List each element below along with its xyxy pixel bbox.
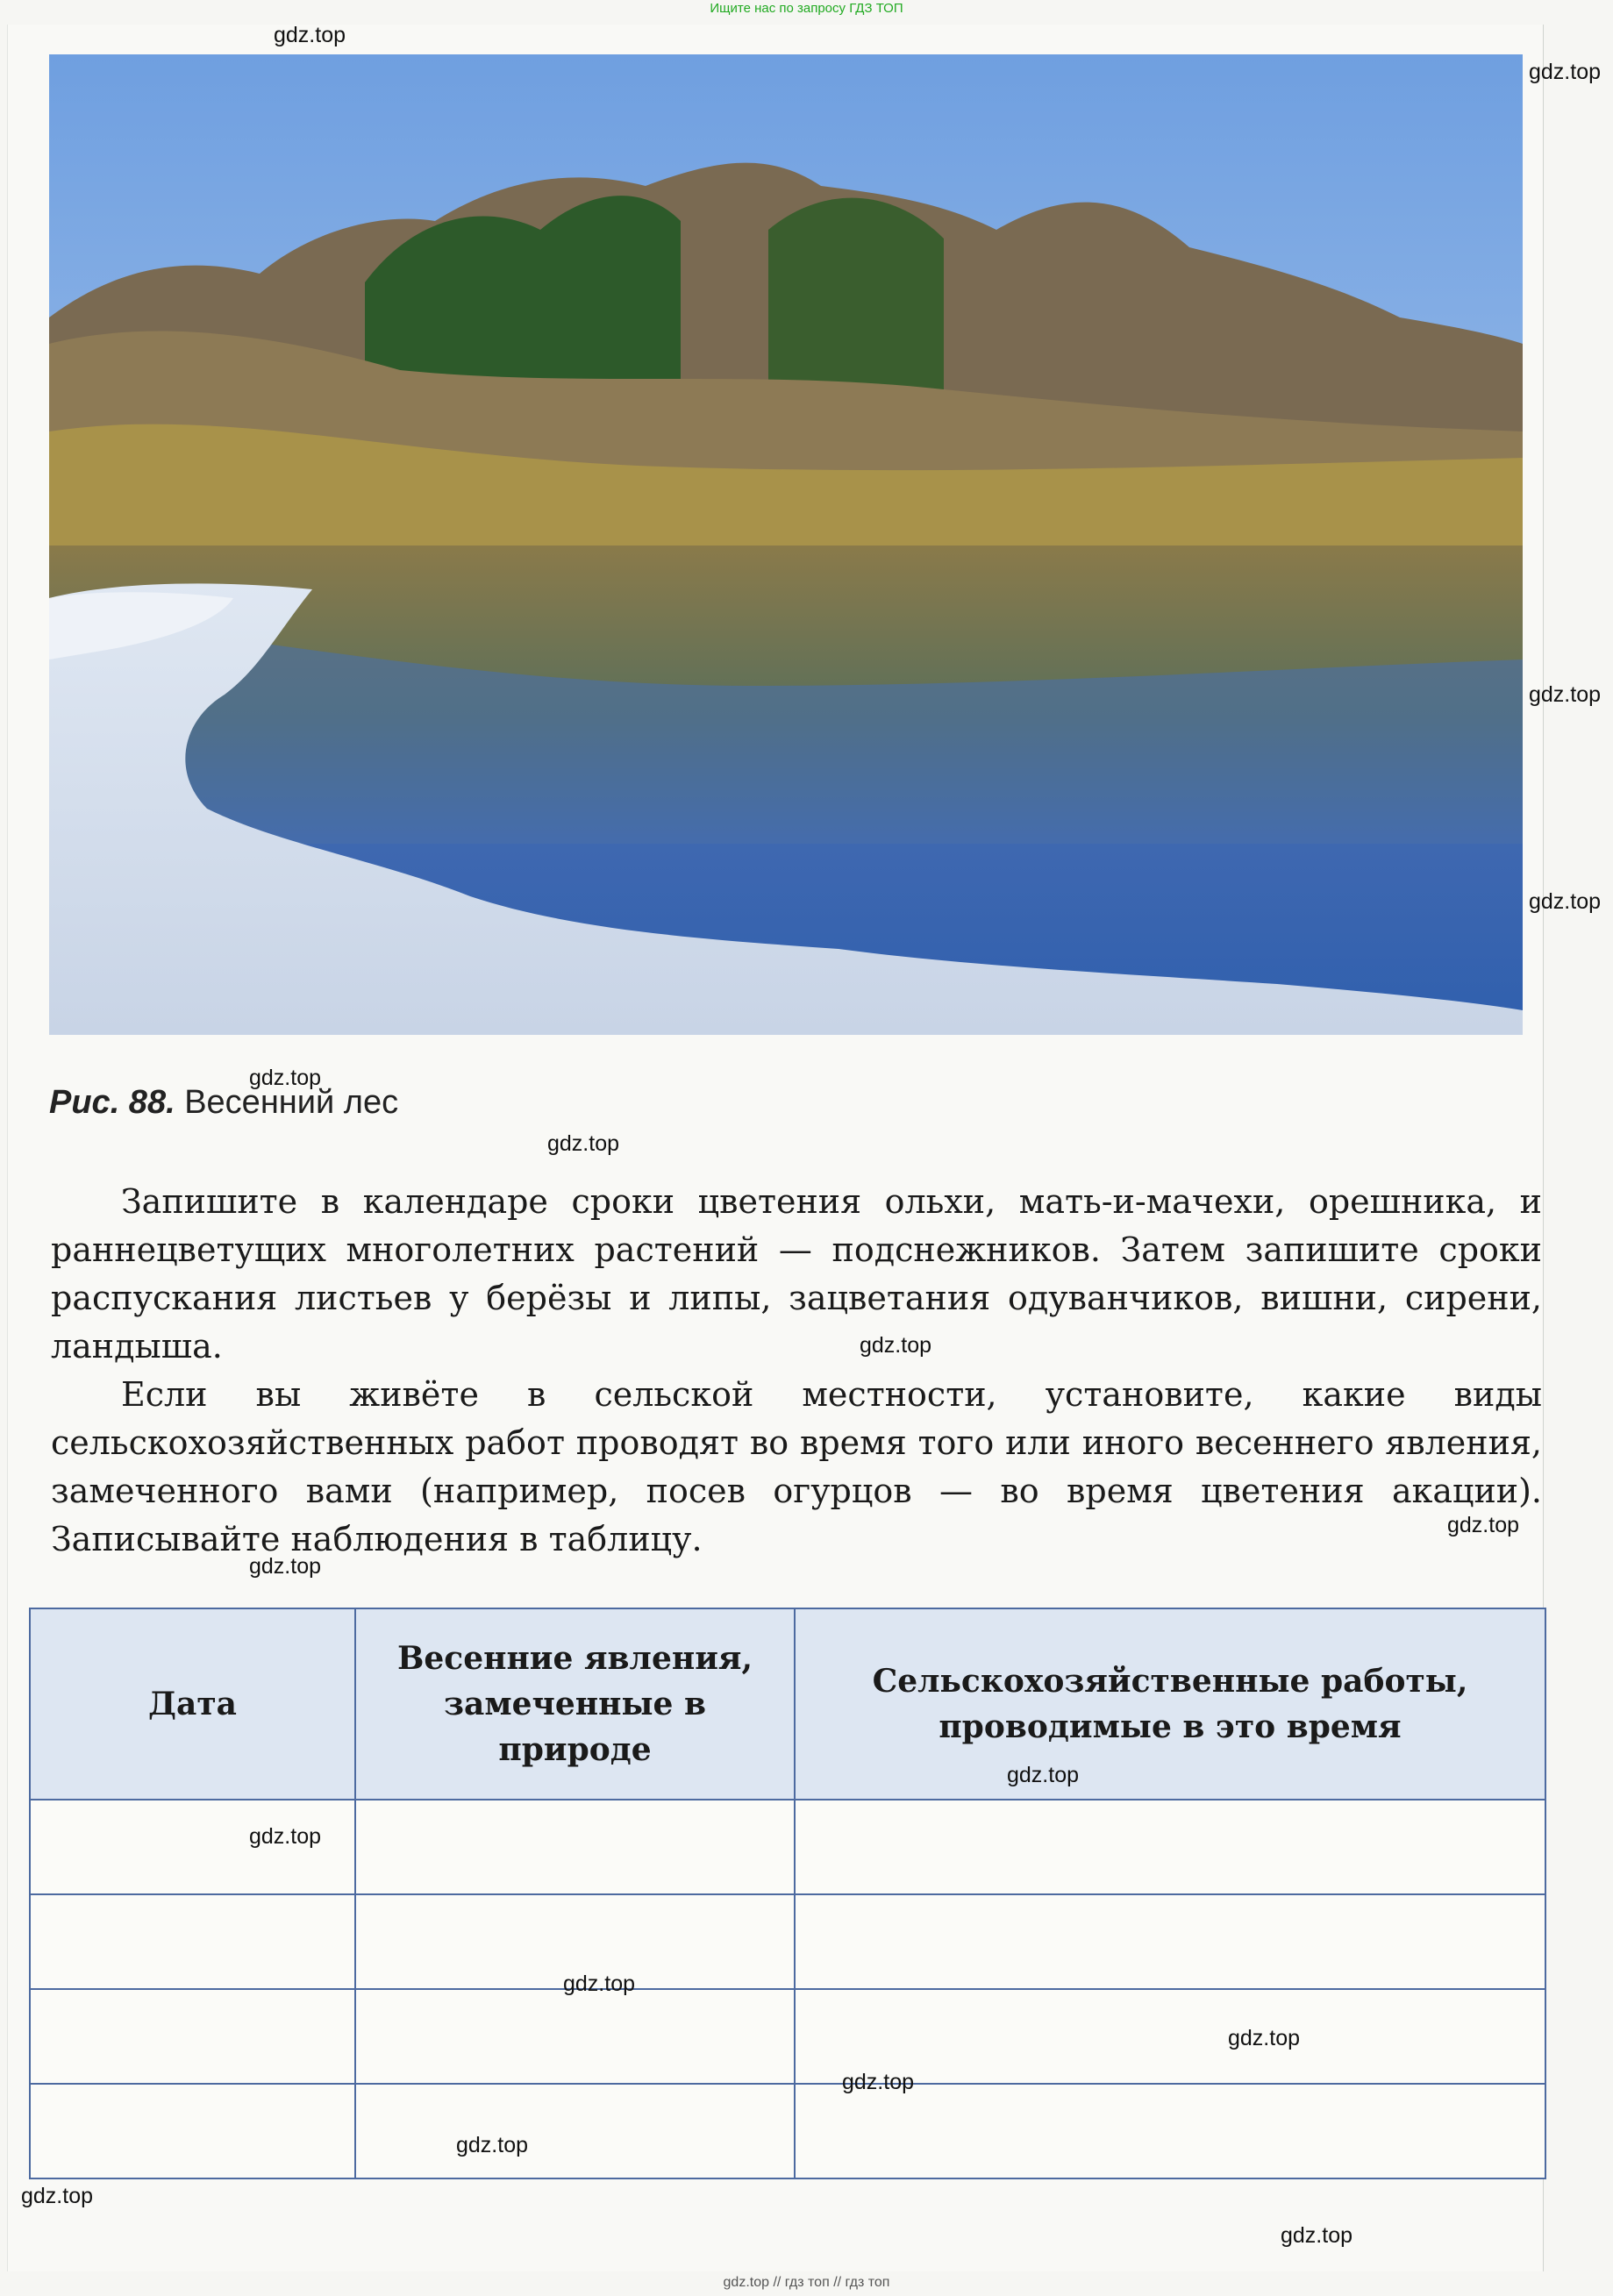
table-cell[interactable] [795, 1800, 1545, 1894]
watermark: gdz.top [1007, 1763, 1080, 1787]
table-header-row [30, 1608, 1545, 1800]
paragraph-1 [51, 1178, 1542, 1371]
table-cell[interactable] [30, 1989, 355, 2084]
watermark: gdz.top [249, 1554, 322, 1579]
figure-caption [49, 1084, 398, 1122]
header-date: Дата [30, 1608, 355, 1800]
table-cell[interactable] [30, 1894, 355, 1989]
watermark: gdz.top [842, 2070, 915, 2094]
table-row [30, 2084, 1545, 2178]
table-cell[interactable] [795, 2084, 1545, 2178]
watermark: gdz.top [1529, 889, 1602, 914]
header-spring-phenomena: Весенние явления, замеченные в природе [355, 1608, 795, 1800]
header-agricultural-work: Сельскохозяйственные работы, проводимые в это время [795, 1608, 1545, 1800]
figure-label: Рис. 88. [49, 1084, 175, 1121]
table-cell[interactable] [355, 2084, 795, 2178]
figure-caption-text: Весенний лес [184, 1084, 399, 1121]
table-cell[interactable] [795, 1894, 1545, 1989]
watermark: gdz.top [1281, 2223, 1353, 2248]
watermark: gdz.top [274, 23, 346, 47]
paragraph-1-text: Запишите в календаре сроки цветения ольхи, мать-и-мачехи, орешника, и раннецветущих многолетних растений — подснежников. Затем запишите сроки распускания листьев у берёзы и липы, зацветания одуванчиков, вишни, сирени, ландыша. [51, 1182, 1542, 1365]
watermark: gdz.top [456, 2133, 529, 2157]
table-cell[interactable] [30, 2084, 355, 2178]
watermark: gdz.top [547, 1131, 620, 1156]
watermark: gdz.top [1228, 2026, 1301, 2050]
bottom-banner[interactable]: gdz.top // гдз топ // гдз топ [723, 2275, 890, 2290]
watermark: gdz.top [249, 1066, 322, 1090]
observation-table [29, 1608, 1546, 2179]
watermark: gdz.top [21, 2184, 94, 2208]
watermark: gdz.top [1529, 682, 1602, 707]
table-cell[interactable] [355, 1989, 795, 2084]
watermark: gdz.top [563, 1972, 636, 1996]
top-banner[interactable]: Ищите нас по запросу ГДЗ ТОП [710, 1, 903, 16]
table-cell[interactable] [355, 1800, 795, 1894]
spring-forest-photo [49, 54, 1523, 1035]
table-row [30, 1894, 1545, 1989]
watermark: gdz.top [860, 1333, 932, 1358]
watermark: gdz.top [249, 1824, 322, 1849]
paragraph-2-text: Если вы живёте в сельской местности, установите, какие виды сельскохозяйственных работ проводят во время того или иного весеннего явления, замеченного вами (например, посев огурцов — во время цветения акации). Записывайте наблюдения в таблицу. [51, 1375, 1542, 1558]
paragraph-2 [51, 1371, 1542, 1564]
watermark: gdz.top [1529, 60, 1602, 84]
watermark: gdz.top [1447, 1513, 1520, 1537]
table-row [30, 1989, 1545, 2084]
